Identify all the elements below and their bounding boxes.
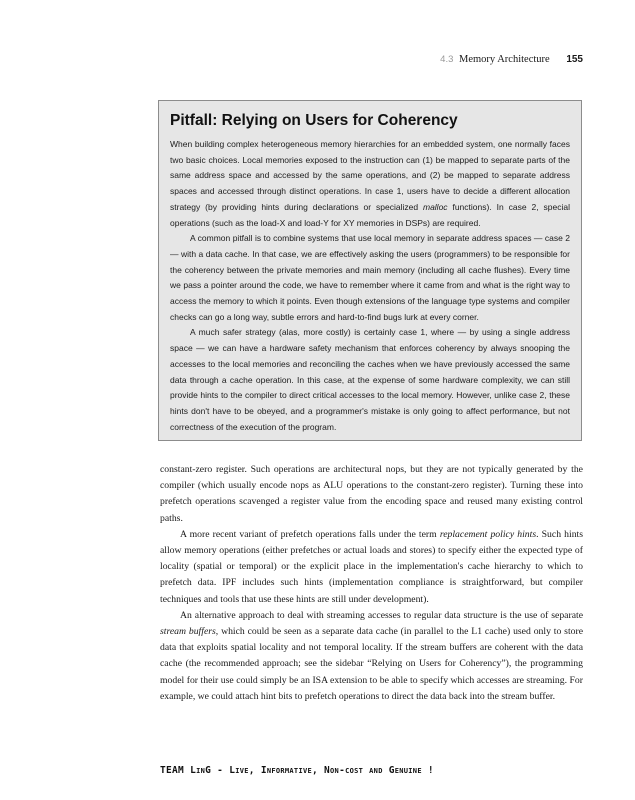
section-number: 4.3 (440, 54, 454, 65)
footer-banner: TEAM LinG - Live, Informative, Non-cost and Genuine ! (160, 765, 434, 776)
body-p3-text-b: , which could be seen as a separate data cache (in parallel to the L1 cache) used only to store data that exploits spatial locality and not temporal locality. If the stream buffers are coherent with the data cache (the recommended approach; see the sidebar “Relying on Users for Coherency”), the programming model for their use could simply be an ISA extension to be able to specify which accesses are streaming. For example, we could attach hint bits to prefetch operations to direct the data back into the stream buffer. (160, 626, 584, 702)
pitfall-sidebar (158, 100, 582, 441)
sidebar-p1-emphasis: malloc (422, 201, 448, 212)
body-paragraph-2 (160, 527, 583, 608)
sidebar-paragraph-1 (170, 137, 570, 231)
body-p3-emphasis: stream buffers (160, 626, 216, 638)
sidebar-p1-text-a: When building complex heterogeneous memory hierarchies for an embedded system, one normally faces two basic choices. Local memories exposed to the instruction can (1) be mapped to separate parts of the same address space and accessed by the same operations, and (2) be mapped to separate address spaces and accessed through distinct operations. In case 1, users have to decide a different allocation strategy (by providing hints during declarations or specialized (170, 139, 570, 212)
body-p3-text-a: An alternative approach to deal with streaming accesses to regular data structure is the use of separate (180, 609, 583, 621)
body-p2-emphasis: replacement policy hints (439, 528, 537, 540)
sidebar-p1-text-b: functions). In case 2, special operations (such as the load-X and load-Y for XY memories in DSPs) are required. (170, 201, 570, 228)
body-p2-text-b: . Such hints allow memory operations (either prefetches or actual loads and stores) to specify either the expected type of locality (spatial or temporal) or the explicit place in the implementation's cache hierarchy to which to prefetch data. IPF includes such hints (implementation compliance is straightforward, but compiler techniques and tools that use these hints are still under development). (160, 528, 584, 605)
body-paragraph-1: constant-zero register. Such operations are architectural nops, but they are not typically generated by the compiler (which usually encode nops as ALU operations to the constant-zero register). Turning these into prefetch operations scavenged a register value from the encoding space and reused many existing control paths. (160, 464, 583, 524)
sidebar-paragraph-2: A common pitfall is to combine systems that use local memory in separate address spaces — case 2 — with a data cache. In that case, we are effectively asking the users (programmers) to be responsible for the coherency between the private memories and main memory (including all cache flushes). Every time we pass a pointer around the code, we have to remember where it came from and what is the right way to access the memory to which it points. Even though extensions of the language type systems and compiler checks can go a long way, subtle errors and hard-to-find bugs lurk at every corner. (170, 233, 570, 322)
running-header (160, 53, 583, 67)
section-title: Memory Architecture (459, 54, 550, 65)
body-paragraph-3 (160, 608, 583, 705)
body-p2-text-a: A more recent variant of prefetch operations falls under the term (180, 528, 440, 540)
sidebar-title: Pitfall: Relying on Users for Coherency (170, 112, 458, 129)
sidebar-paragraph-3: A much safer strategy (alas, more costly) is certainly case 1, where — by using a single address space — we can have a hardware safety mechanism that enforces coherency by always snooping the accesses to the local memories and reconciling the caches when we have previously accessed the same data through a cache operation. In this case, at the expense of some hardware complexity, we can still provide hints to the compiler to direct critical accesses to the local memory. However, unlike case 2, these hints don't have to be obeyed, and a programmer's mistake is only going to affect performance, but not correctness of the execution of the program. (170, 327, 570, 432)
body-text (160, 462, 583, 705)
page-number: 155 (566, 54, 583, 65)
